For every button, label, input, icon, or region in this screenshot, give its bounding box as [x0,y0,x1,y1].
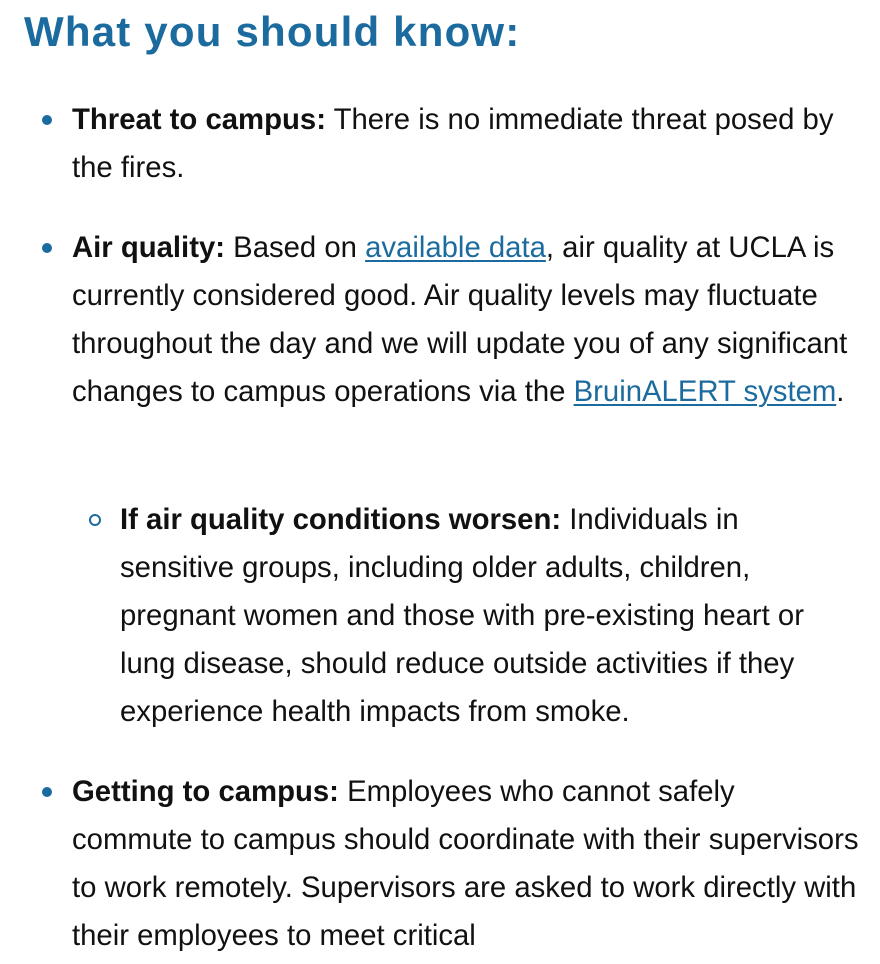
item-text-air-quality-1: Based on [225,231,366,264]
list-item-air-quality [72,224,862,416]
item-text-air-quality-3: . [836,375,845,408]
hollow-bullet-icon [89,514,101,526]
bullet-icon [42,115,52,125]
bullet-icon [42,787,52,797]
bruinalert-system-link[interactable]: BruinALERT system [573,375,837,408]
item-label-getting-to-campus: Getting to campus: [72,775,339,808]
bullet-icon [42,243,52,253]
available-data-link[interactable]: available data [365,231,546,264]
item-text-worsen: Individuals in sensitive groups, including older adults, children, pregnant women and those with pre-existing heart or lung disease, should reduce outside activities if they experience health impacts from smoke. [120,503,804,728]
list-item-getting-to-campus [72,768,862,960]
item-text-air-quality-2: , air quality at UCLA is currently considered good. Air quality levels may fluctuate throughout the day and we will update you of any significant changes to campus operations via the [72,231,848,408]
item-text-threat: There is no immediate threat posed by the fires. [72,103,834,184]
page-heading: What you should know: [24,8,521,55]
sub-list-item-worsen [120,496,860,736]
item-text-getting-to-campus: Employees who cannot safely commute to campus should coordinate with their supervisors to work remotely. Supervisors are asked to work directly with their employees to meet critical [72,775,859,952]
item-label-worsen: If air quality conditions worsen: [120,503,562,536]
item-label-air-quality: Air quality: [72,231,226,264]
item-label-threat: Threat to campus: [72,103,326,136]
list-item-threat [72,96,862,192]
